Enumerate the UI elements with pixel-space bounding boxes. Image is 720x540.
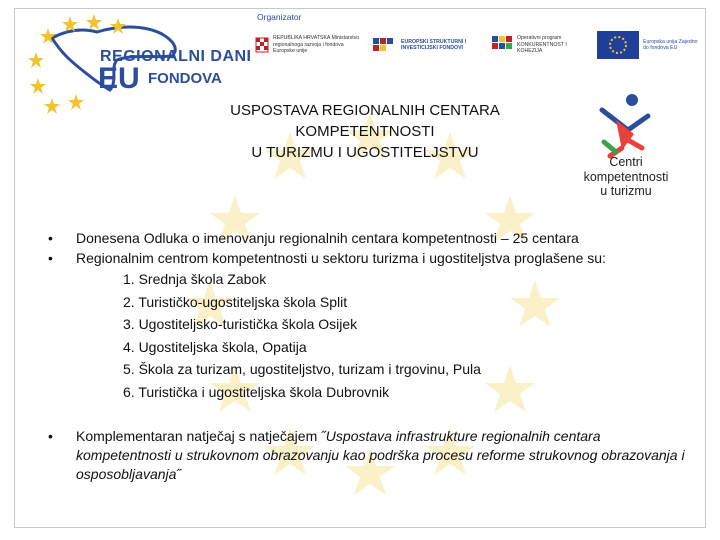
organizator-label: Organizator bbox=[257, 12, 302, 22]
bullet-item bbox=[48, 228, 688, 248]
bullet-text-odluka: Donesena Odluka o imenovanju regionalnih centara kompetentnosti – 25 centara bbox=[76, 230, 579, 246]
ck-line3: u turizmu bbox=[600, 184, 652, 198]
logo-title-line1: REGIONALNI DANI bbox=[100, 48, 252, 65]
logo-title-eu: EU bbox=[98, 62, 140, 95]
title-line3: U TURIZMU I UGOSTITELJSTVU bbox=[251, 144, 479, 161]
school-list bbox=[76, 268, 688, 403]
sponsor-esif-text: EUROPSKI STRUKTURNI I INVESTICIJSKI FONDOVI bbox=[401, 38, 467, 51]
title-line1: USPOSTAVA REGIONALNIH CENTARA bbox=[230, 102, 500, 119]
croatia-coat-of-arms-icon bbox=[255, 36, 269, 54]
slide-title bbox=[200, 100, 530, 163]
sponsor-ministry-text: REPUBLIKA HRVATSKA Ministarstvo regionalnoga razvoja i fondova Europske unije bbox=[273, 35, 360, 55]
centri-kompetentnosti-label bbox=[566, 155, 686, 199]
ck-line1: Centri bbox=[609, 155, 643, 169]
esif-logo-icon bbox=[371, 34, 397, 56]
sponsor-ministry bbox=[255, 35, 363, 55]
title-line2: KOMPETENTNOSTI bbox=[295, 123, 435, 140]
sponsor-esif bbox=[371, 34, 483, 56]
eu-flag-icon bbox=[597, 31, 639, 59]
school-item: 3. Ugostiteljsko-turistička škola Osijek bbox=[123, 316, 358, 332]
school-item: 4. Ugostiteljska škola, Opatija bbox=[123, 338, 307, 355]
sponsor-eu-text: Europska unija Zajedno do fondova EU bbox=[643, 38, 698, 51]
sponsor-eu bbox=[597, 31, 703, 59]
bullet-icon: • bbox=[48, 428, 53, 444]
bullet-icon: • bbox=[48, 230, 53, 246]
bullet-text-komplementaran: Komplementaran natječaj s natječajem ˝ bbox=[76, 428, 326, 444]
sponsor-opkk bbox=[491, 34, 589, 56]
bullet-text-natjecaj-title: Uspostava infrastrukture regionalnih centara kompetentnosti u strukovnom obrazovanju kao podrška procesu reforme strukovnog obrazovanja i osposobljavanja˝ bbox=[76, 428, 685, 482]
school-item: 5. Škola za turizam, ugostiteljstvo, turizam i trgovinu, Pula bbox=[123, 361, 481, 377]
school-item: 2. Turističko-ugostiteljska škola Split bbox=[123, 293, 348, 310]
sponsor-opkk-text: Operativni program KONKURENTNOST I KOHEZIJA bbox=[517, 35, 567, 55]
logo-title-fondova: FONDOVA bbox=[148, 70, 222, 87]
bullet-item bbox=[48, 427, 688, 484]
school-item: 6. Turistička i ugostiteljska škola Dubrovnik bbox=[123, 383, 390, 400]
ck-line2: kompetentnosti bbox=[583, 169, 669, 184]
bullet-icon: • bbox=[48, 250, 53, 266]
bullet-list bbox=[48, 228, 688, 484]
bullet-text-regionalnim: Regionalnim centrom kompetentnosti u sektoru turizma i ugostiteljstva proglašene su: bbox=[76, 250, 606, 266]
sponsor-logos bbox=[255, 30, 703, 60]
bullet-item bbox=[48, 248, 688, 403]
school-item: 1. Srednja škola Zabok bbox=[123, 271, 267, 287]
opkk-logo-icon bbox=[491, 34, 513, 56]
